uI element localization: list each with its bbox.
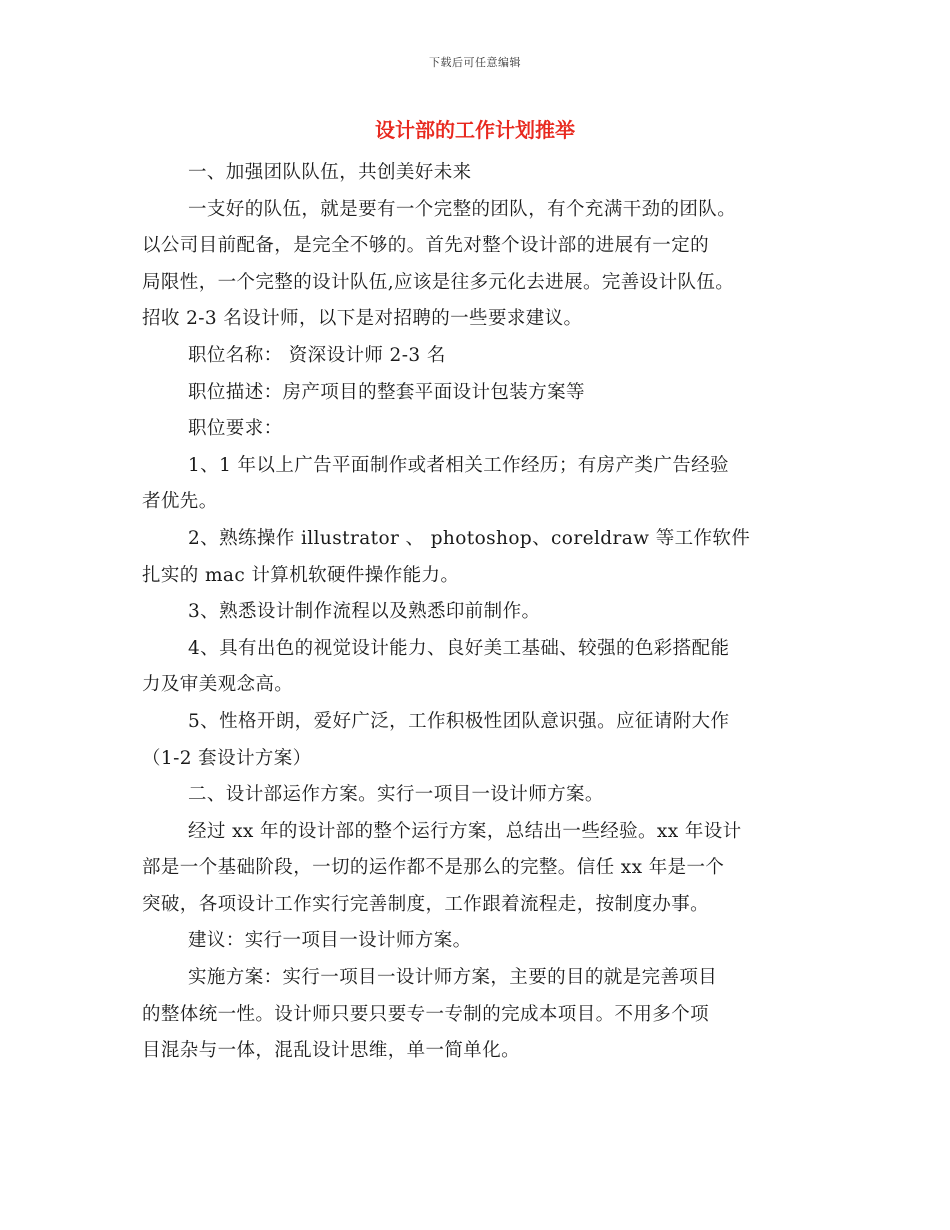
text-line: 以公司目前配备，是完全不够的。首先对整个设计部的进展有一定的 — [142, 235, 710, 257]
text-line: 经过 xx 年的设计部的整个运行方案，总结出一些经验。xx 年设计 — [188, 820, 742, 842]
text-line: 1、1 年以上广告平面制作或者相关工作经历；有房产类广告经验 — [188, 454, 729, 476]
text-line: 职位描述：房产项目的整套平面设计包装方案等 — [188, 381, 585, 403]
text-line: 者优先。 — [142, 491, 218, 513]
header-note: 下载后可任意编辑 — [429, 56, 521, 69]
text-line: 目混杂与一体，混乱设计思维，单一简单化。 — [142, 1040, 521, 1062]
text-line: 局限性，一个完整的设计队伍,应该是往多元化去进展。完善设计队伍。 — [142, 271, 735, 293]
text-line: 部是一个基础阶段，一切的运作都不是那么的完整。信任 xx 年是一个 — [142, 857, 725, 879]
text-line: 2、熟练操作 illustrator 、 photoshop、coreldraw 等工作软件 — [188, 527, 751, 549]
text-line: 5、性格开朗，爱好广泛，工作积极性团队意识强。应征请附大作 — [188, 710, 730, 732]
document-title: 设计部的工作计划推举 — [375, 118, 575, 142]
text-line: 4、具有出色的视觉设计能力、良好美工基础、较强的色彩搭配能 — [188, 637, 730, 659]
text-line: 一支好的队伍，就是要有一个完整的团队，有个充满干劲的团队。 — [188, 198, 737, 220]
text-line: 招收 2-3 名设计师，以下是对招聘的一些要求建议。 — [142, 308, 583, 330]
text-line: 职位要求： — [188, 418, 283, 440]
text-line: 实施方案：实行一项目一设计师方案，主要的目的就是完善项目 — [188, 967, 718, 989]
text-line: 一、加强团队队伍，共创美好未来 — [188, 162, 472, 183]
text-line: 建议：实行一项目一设计师方案。 — [188, 930, 472, 952]
text-line: 力及审美观念高。 — [142, 674, 294, 696]
document-body — [142, 155, 822, 1070]
text-line: 扎实的 mac 计算机软硬件操作能力。 — [142, 564, 460, 586]
text-line: 3、熟悉设计制作流程以及熟悉印前制作。 — [188, 601, 541, 623]
text-line: （1-2 套设计方案） — [142, 747, 312, 769]
text-line: 职位名称： 资深设计师 2-3 名 — [188, 344, 446, 366]
text-line: 二、设计部运作方案。实行一项目一设计师方案。 — [188, 784, 604, 806]
text-line: 的整体统一性。设计师只要只要专一专制的完成本项目。不用多个项 — [142, 1003, 710, 1025]
text-line: 突破，各项设计工作实行完善制度，工作跟着流程走，按制度办事。 — [142, 893, 710, 915]
